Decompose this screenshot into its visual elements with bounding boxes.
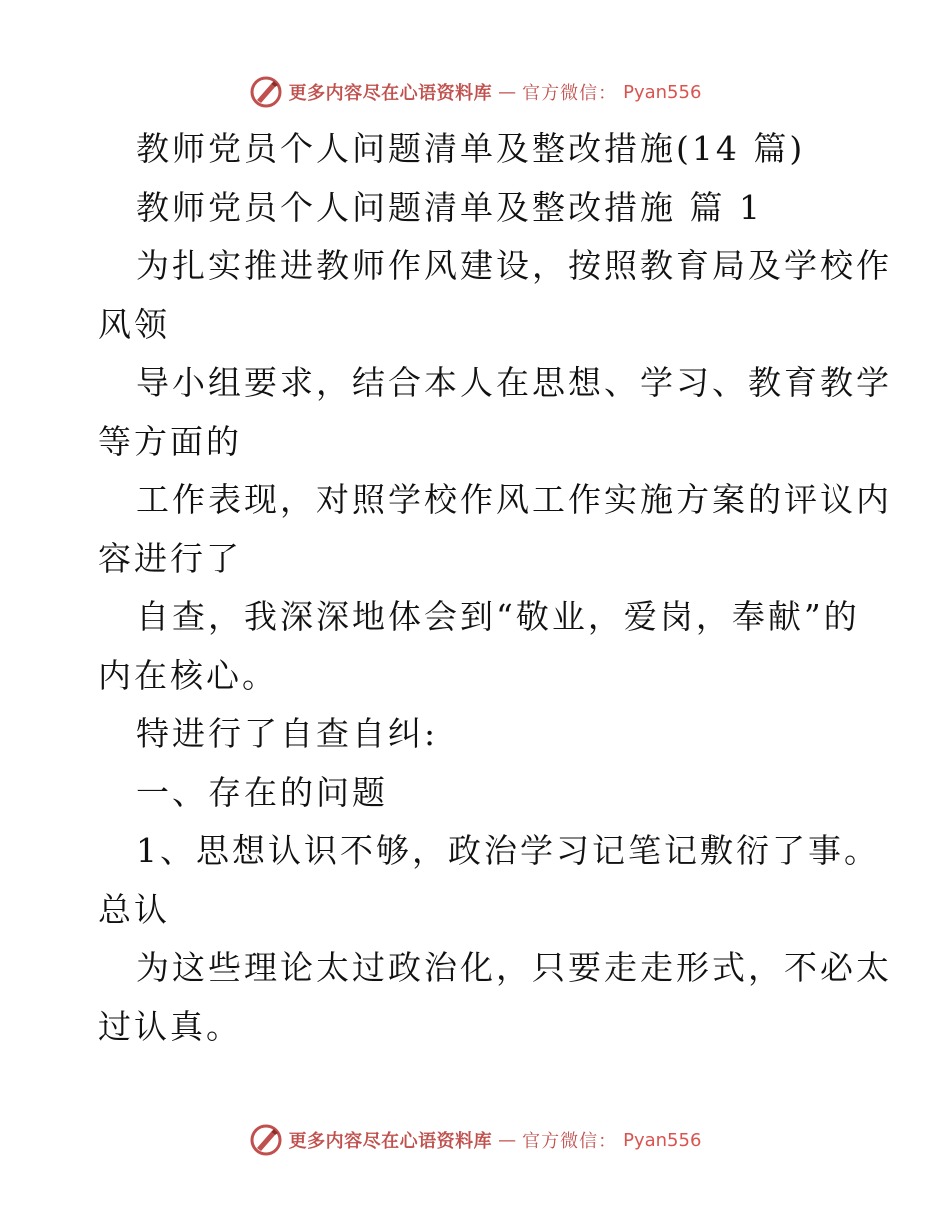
text-line: 1、思想认识不够，政治学习记笔记敷衍了事。 [136, 831, 880, 870]
text-line: 导小组要求，结合本人在思想、学习、教育教学 [136, 363, 892, 402]
text-line: 特进行了自查自纠: [136, 714, 439, 753]
text-line: 等方面的 [98, 421, 242, 461]
text-line: 为扎实推进教师作风建设，按照教育局及学校作 [136, 246, 892, 285]
watermark-dash: — [498, 81, 517, 103]
subsection-heading: 一、存在的问题 [136, 772, 388, 812]
watermark-official-label: 官方微信： [522, 1131, 618, 1152]
text-line: 总认 [98, 889, 170, 929]
watermark-header [0, 72, 950, 112]
watermark-site-text: 更多内容尽在心语资料库 [288, 1131, 493, 1152]
watermark-wechat-id: Pyan556 [623, 81, 702, 103]
pen-logo-icon [249, 75, 283, 109]
watermark-wechat-id: Pyan556 [623, 1129, 702, 1151]
document-title: 教师党员个人问题清单及整改措施(14 篇) [136, 129, 806, 168]
text-line: 过认真。 [98, 1006, 242, 1046]
watermark-official-label: 官方微信： [522, 83, 618, 104]
watermark-footer [0, 1120, 950, 1160]
watermark-site-text: 更多内容尽在心语资料库 [288, 83, 493, 104]
watermark-dash: — [498, 1129, 517, 1151]
text-line: 为这些理论太过政治化，只要走走形式，不必太 [136, 948, 892, 987]
text-line: 工作表现，对照学校作风工作实施方案的评议内 [136, 480, 892, 519]
section-heading: 教师党员个人问题清单及整改措施 篇 1 [136, 187, 763, 227]
pen-logo-icon [249, 1123, 283, 1157]
document-body [98, 120, 892, 1056]
text-line: 内在核心。 [98, 655, 278, 695]
text-line: 容进行了 [98, 538, 242, 578]
text-line: 风领 [98, 304, 170, 344]
text-line: 自查，我深深地体会到“敬业，爱岗，奉献”的 [136, 597, 860, 636]
